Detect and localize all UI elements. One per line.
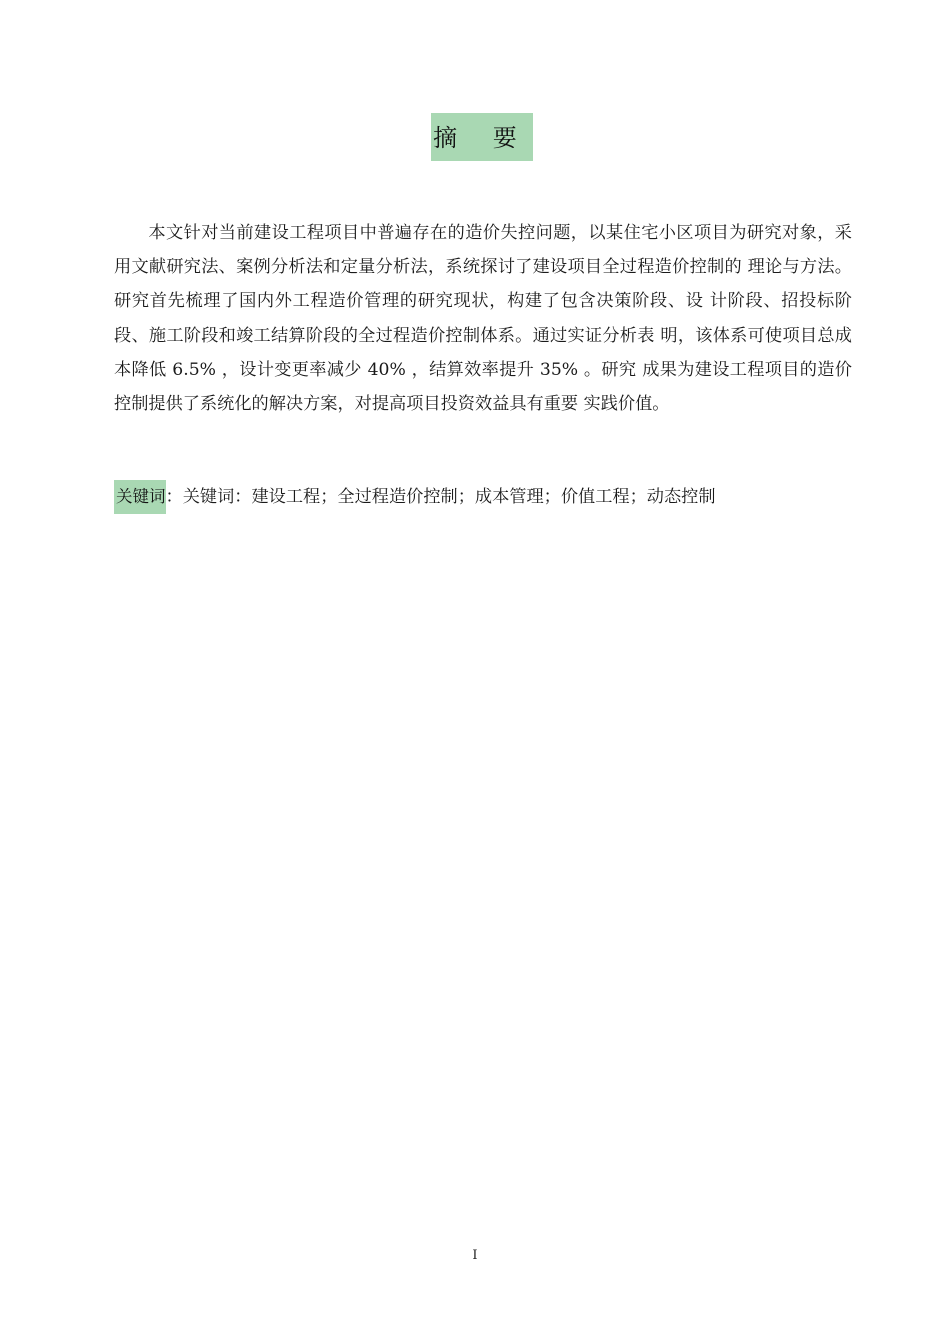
keywords-text: ：关键词：建设工程；全过程造价控制；成本管理；价值工程；动态控制 xyxy=(165,487,716,507)
keywords-label: 关键词 xyxy=(114,480,166,514)
title-container xyxy=(0,113,950,161)
abstract-title: 摘 要 xyxy=(431,113,533,161)
page-number: I xyxy=(472,1248,478,1263)
keywords-line xyxy=(114,480,854,514)
abstract-paragraph: 本文针对当前建设工程项目中普遍存在的造价失控问题，以某住宅小区项目为研究对象，采用文献研究法、案例分析法和定量分析法，系统探讨了建设项目全过程造价控制的 理论与方法。研究首先梳理了国内外工程造价管理的研究现状，构建了包含决策阶段、设 计阶段、招投标阶段、施工阶段和竣工结算阶段的全过程造价控制体系。通过实证分析表 明，该体系可使项目总成本降低 6.5% ，设计变更率减少 40% ，结算效率提升 35% 。研究 成果为建设工程项目的造价控制提供了系统化的解决方案，对提高项目投资效益具有重要 实践价值。 xyxy=(114,223,852,415)
